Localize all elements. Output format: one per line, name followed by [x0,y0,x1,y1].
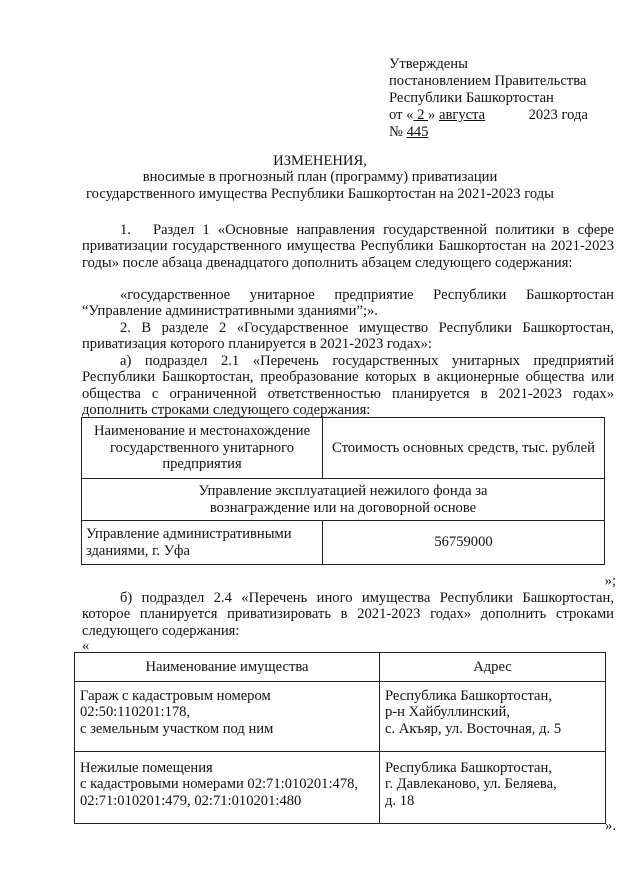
approval-line: Утверждены [389,56,468,72]
table-header-row [75,653,606,682]
date-year: 2023 года [524,107,588,123]
document-title [0,153,640,202]
title-line: вносимые в прогнозный план (программу) приватизации [142,169,498,186]
table-section-cell: Управление эксплуатацией нежилого фонда за вознаграждение или на договорной основе [82,479,605,521]
enterprises-table [81,417,605,565]
cell-line: с кадастровыми номерами 02:71:010201:478, [80,776,359,793]
property-table [74,652,606,824]
approval-line: Республики Башкортостан [389,90,554,106]
paragraph-1-quote: «государственное унитарное предприятие Республики Башкортостан “Управление административными зданиями”;». [82,287,614,320]
cell-line: 02:71:010201:479, 02:71:010201:480 [80,792,302,809]
title-heading: ИЗМЕНЕНИЯ, [273,153,367,169]
paragraph-1-number: 1. [120,222,131,238]
date-month: августа [438,107,486,123]
table-cell-name: Управление административными зданиями, г. Уфа [82,521,323,565]
table-cell-name [75,682,380,752]
cell-line: г. Давлеканово, ул. Беляева, [385,776,557,793]
number-label: № [389,124,407,140]
date-prefix: от « [389,107,414,123]
table-header-cell: Адрес [380,653,606,682]
cell-line: Нежилые помещения [80,760,213,776]
table-header-cell: Наименование имущества [75,653,380,682]
cell-line: с земельным участком под ним [80,720,274,737]
cell-line: Республика Башкортостан, [385,760,552,776]
cell-line: 02:50:110201:178, [80,704,191,721]
table-2-close-quote: ». [605,818,616,834]
table-row [82,521,605,565]
approval-number [389,124,629,141]
paragraph-2: 2. В разделе 2 «Государственное имущество Республики Башкортостан, приватизация которого планируется в 2021-2023 годах»: [82,320,614,353]
date-mid: » [428,107,439,123]
table-cell-address [380,682,606,752]
table-section-row [82,479,605,521]
table-1-close-quote: »; [604,573,616,589]
cell-line: Гараж с кадастровым номером [80,688,271,704]
table-row [75,682,606,752]
table-2-open-quote: « [82,638,90,654]
paragraph-2b: б) подраздел 2.4 «Перечень иного имущества Республики Башкортостан, которое планируется приватизировать в 2021-2023 годах» дополнить строками следующего содержания: [82,590,614,639]
table-header-cell: Наименование и местонахождение государственного унитарного предприятия [82,418,323,479]
table-row [75,752,606,824]
approval-block [389,56,629,141]
title-line: государственного имущества Республики Башкортостан на 2021-2023 годы [86,185,554,202]
table-header-row [82,418,605,479]
cell-line: с. Акъяр, ул. Восточная, д. 5 [385,720,562,737]
cell-line: д. 18 [385,792,415,809]
table-header-cell: Стоимость основных средств, тыс. рублей [323,418,605,479]
date-day: 2 [413,107,429,123]
table-cell-value: 56759000 [323,521,605,565]
approval-line: постановлением Правительства [389,73,587,89]
approval-date [389,107,629,124]
cell-line: р-н Хайбуллинский, [385,704,510,721]
number-value: 445 [406,124,429,140]
table-cell-name [75,752,380,824]
paragraph-1-text: Раздел 1 «Основные направления государственной политики в сфере приватизации государственного имущества Республики Башкортостан на 2021-2023 годы» после абзаца двенадцатого дополнить абзацем следующего содержания: [82,222,614,271]
table-cell-address [380,752,606,824]
paragraph-1 [82,222,614,271]
cell-line: Республика Башкортостан, [385,688,552,704]
paragraph-2a: а) подраздел 2.1 «Перечень государственных унитарных предприятий Республики Башкортостан, преобразование которых в акционерные общества или общества с ограниченной ответственностью планируется в 2021-2023 годах» дополнить строками следующего содержания: [82,353,614,419]
